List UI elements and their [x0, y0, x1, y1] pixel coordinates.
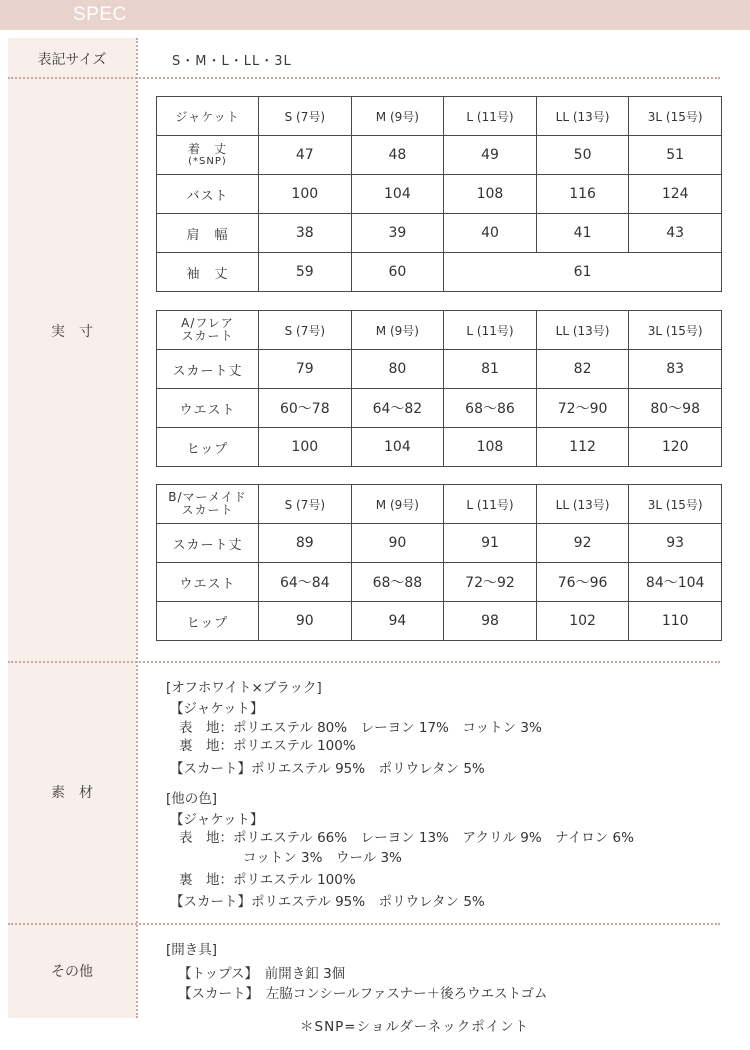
fastener-skirt: 【スカート】 左脇コンシールファスナー＋後ろウエストゴム	[178, 986, 548, 1002]
table-cell: 68〜86	[444, 389, 537, 428]
table-name-line1: B/マーメイド	[168, 490, 247, 504]
table-cell-merged: 61	[444, 253, 722, 292]
spec-title: SPEC	[73, 4, 127, 25]
column-header: L (11号)	[444, 311, 537, 350]
row-label: ウエスト	[157, 389, 259, 428]
table-cell: 64〜84	[259, 563, 352, 602]
table-cell: 64〜82	[351, 389, 444, 428]
table-cell: 104	[351, 175, 444, 214]
footnote-snp: ＊SNP=ショルダーネックポイント	[300, 1019, 530, 1035]
column-header: S (7号)	[259, 311, 352, 350]
row-label: バスト	[157, 175, 259, 214]
table-row	[157, 524, 722, 563]
table-cell: 124	[629, 175, 722, 214]
column-header: LL (13号)	[536, 97, 629, 136]
table-cell: 80〜98	[629, 389, 722, 428]
table-cell: 98	[444, 602, 537, 641]
table-cell: 41	[536, 214, 629, 253]
table-cell: 60	[351, 253, 444, 292]
table-row	[157, 389, 722, 428]
table-cell: 72〜90	[536, 389, 629, 428]
row-label: 肩 幅	[157, 214, 259, 253]
column-header: 3L (15号)	[629, 485, 722, 524]
row-label: スカート丈	[157, 524, 259, 563]
row-label: 袖 丈	[157, 253, 259, 292]
table-cell: 48	[351, 136, 444, 175]
table-row	[157, 253, 722, 292]
table-header-row	[157, 311, 722, 350]
table-cell: 91	[444, 524, 537, 563]
column-header: 3L (15号)	[629, 311, 722, 350]
table-cell: 40	[444, 214, 537, 253]
label-material: 素 材	[51, 785, 93, 801]
material-color1-lining: 裏 地：ポリエステル 100%	[179, 738, 356, 754]
table-row	[157, 136, 722, 175]
table-row	[157, 214, 722, 253]
table-cell: 112	[536, 428, 629, 467]
a-flare-skirt-table	[156, 310, 722, 467]
label-actual-size: 実 寸	[51, 324, 93, 340]
table-cell: 94	[351, 602, 444, 641]
table-cell: 60〜78	[259, 389, 352, 428]
table-cell: 84〜104	[629, 563, 722, 602]
b-mermaid-skirt-table	[156, 484, 722, 641]
material-color2-front-cont: コットン 3% ウール 3%	[243, 850, 402, 866]
divider-2	[8, 661, 720, 663]
table-cell: 89	[259, 524, 352, 563]
table-cell: 59	[259, 253, 352, 292]
table-cell: 110	[629, 602, 722, 641]
table-cell: 108	[444, 175, 537, 214]
table-cell: 83	[629, 350, 722, 389]
table-cell: 100	[259, 428, 352, 467]
divider-1	[8, 77, 720, 79]
column-header: M (9号)	[351, 311, 444, 350]
fastener-tops: 【トップス】 前開き釦 3個	[178, 966, 346, 982]
table-cell: 80	[351, 350, 444, 389]
table-name	[157, 311, 259, 350]
table-name-line2: スカート	[181, 329, 234, 343]
fastener-heading: [開き具]	[166, 942, 218, 958]
column-header: L (11号)	[444, 485, 537, 524]
table-cell: 76〜96	[536, 563, 629, 602]
table-cell: 51	[629, 136, 722, 175]
column-header: S (7号)	[259, 97, 352, 136]
column-header: LL (13号)	[536, 485, 629, 524]
table-header-row	[157, 485, 722, 524]
table-name-line1: A/フレア	[181, 316, 234, 330]
size-list: S・M・L・LL・3L	[172, 54, 292, 69]
table-cell: 39	[351, 214, 444, 253]
table-cell: 90	[259, 602, 352, 641]
table-row	[157, 602, 722, 641]
table-cell: 93	[629, 524, 722, 563]
table-cell: 82	[536, 350, 629, 389]
table-cell: 49	[444, 136, 537, 175]
table-row	[157, 563, 722, 602]
table-cell: 90	[351, 524, 444, 563]
table-row	[157, 175, 722, 214]
table-name: ジャケット	[157, 97, 259, 136]
label-other: その他	[51, 964, 93, 980]
row-label-sub: (*SNP)	[188, 156, 227, 167]
column-header: 3L (15号)	[629, 97, 722, 136]
material-color1-jacket-tag: 【ジャケット】	[170, 701, 264, 717]
vertical-divider	[136, 38, 138, 1018]
table-cell: 72〜92	[444, 563, 537, 602]
table-cell: 79	[259, 350, 352, 389]
material-color2-lining: 裏 地：ポリエステル 100%	[179, 872, 356, 888]
jacket-size-table	[156, 96, 722, 292]
table-row	[157, 350, 722, 389]
row-label: ヒップ	[157, 428, 259, 467]
table-cell: 68〜88	[351, 563, 444, 602]
material-color2-jacket-tag: 【ジャケット】	[170, 812, 264, 828]
row-label: スカート丈	[157, 350, 259, 389]
table-cell: 47	[259, 136, 352, 175]
table-name	[157, 485, 259, 524]
column-header: S (7号)	[259, 485, 352, 524]
column-header: LL (13号)	[536, 311, 629, 350]
table-name-line2: スカート	[181, 503, 234, 517]
material-color2-skirt: 【スカート】ポリエステル 95% ポリウレタン 5%	[170, 894, 485, 910]
column-header: L (11号)	[444, 97, 537, 136]
table-cell: 92	[536, 524, 629, 563]
table-cell: 104	[351, 428, 444, 467]
label-size-notation: 表記サイズ	[37, 52, 107, 68]
material-color2-front: 表 地：ポリエステル 66% レーヨン 13% アクリル 9% ナイロン 6%	[179, 830, 634, 846]
row-label: ヒップ	[157, 602, 259, 641]
row-label-main: 着 丈	[187, 142, 227, 156]
column-header: M (9号)	[351, 485, 444, 524]
table-cell: 120	[629, 428, 722, 467]
material-color1-heading: [オフホワイト×ブラック]	[166, 680, 322, 696]
table-cell: 50	[536, 136, 629, 175]
label-column	[8, 38, 136, 1018]
row-label: ウエスト	[157, 563, 259, 602]
table-cell: 100	[259, 175, 352, 214]
table-cell: 43	[629, 214, 722, 253]
table-header-row	[157, 97, 722, 136]
table-cell: 108	[444, 428, 537, 467]
table-row	[157, 428, 722, 467]
spec-header-bar	[0, 0, 750, 30]
table-cell: 116	[536, 175, 629, 214]
material-color2-heading: [他の色]	[166, 791, 218, 807]
table-cell: 81	[444, 350, 537, 389]
table-cell: 102	[536, 602, 629, 641]
material-color1-skirt: 【スカート】ポリエステル 95% ポリウレタン 5%	[170, 761, 485, 777]
column-header: M (9号)	[351, 97, 444, 136]
row-label	[157, 136, 259, 175]
divider-3	[8, 923, 720, 925]
table-cell: 38	[259, 214, 352, 253]
material-color1-front: 表 地：ポリエステル 80% レーヨン 17% コットン 3%	[179, 720, 542, 736]
